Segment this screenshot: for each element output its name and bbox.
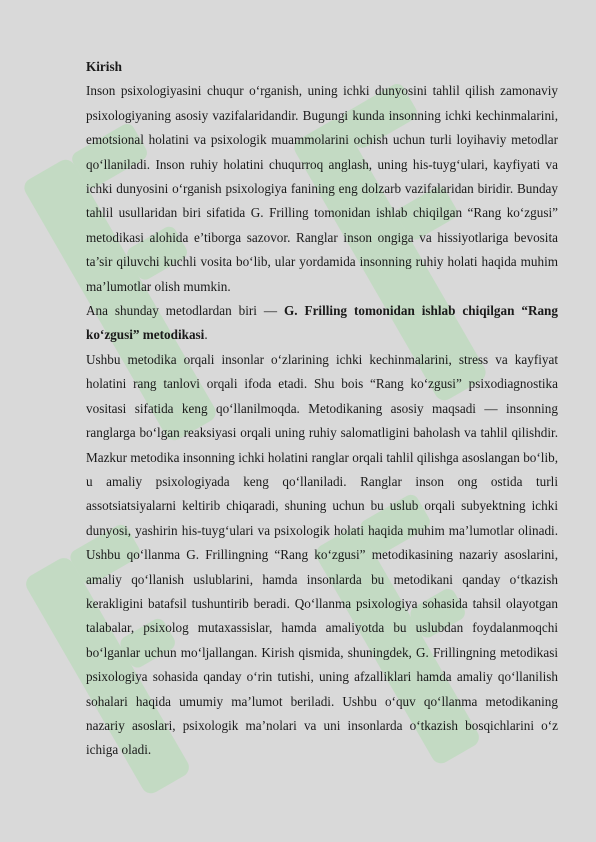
paragraph-method bbox=[86, 299, 558, 348]
paragraph-method-start: Ana shunday metodlardan biri — bbox=[86, 303, 285, 319]
document-body bbox=[86, 55, 558, 763]
paragraph-method-bold: G. Frilling tomonidan ishlab chiqilgan “Rang ko‘zgusi” metodikasi bbox=[86, 303, 558, 343]
section-heading: Kirish bbox=[86, 59, 122, 74]
paragraph-intro: Inson psixologiyasini chuqur o‘rganish, uning ichki dunyosini tahlil qilish zamonaviy psixologiyaning asosiy vazifalaridandir. Bugungi kunda insonning ichki kechinmalarini, emotsional holatini va psixologik muammolarini ochish uchun turli loyihaviy metodlar qo‘llaniladi. Inson ruhiy holatini chuqurroq anglash, uning his-tuyg‘ulari, kayfiyati va ichki dunyosini o‘rganish psixologiya fanining eng dolzarb vazifalaridan biridir. Bunday tahlil usullaridan biri sifatida G. Frilling tomonidan ishlab chiqilgan “Rang ko‘zgusi” metodikasi alohida e’tiborga sazovor. Ranglar inson ongiga va hissiyotlariga bevosita ta’sir qiluvchi kuchli vosita bo‘lib, ular yordamida insonning ruhiy holati haqida muhim ma’lumotlar olish mumkin. bbox=[86, 83, 558, 294]
paragraph-main: Ushbu metodika orqali insonlar o‘zlarining ichki kechinmalarini, stress va kayfiyat holatini rang tanlovi orqali ifoda etadi. Shu bois “Rang ko‘zgusi” psixodiagnostika vositasi sifatida keng qo‘llanilmoqda. Metodikaning asosiy maqsadi — insonning ranglarga bo‘lgan reaksiyasi orqali uning ruhiy salomatligini baholash va tahlil qilishdir. Mazkur metodika insonning ichki holatini ranglar orqali tahlil qilishga asoslangan bo‘lib, u amaliy psixologiyada keng qo‘llaniladi. Ranglar inson ong ostida turli assotsiatsiyalarni keltirib chiqaradi, shuning uchun bu uslub orqali subyektning ichki dunyosi, yashirin his-tuyg‘ulari va psixologik holati haqida muhim ma’lumotlar olinadi. Ushbu qo‘llanma G. Frillingning “Rang ko‘zgusi” metodikasining nazariy asoslarini, amaliy qo‘llanish uslublarini, hamda insonlarda bu metodikani qanday o‘tkazish kerakligini batafsil tushuntirib beradi. Qo‘llanma psixologiya sohasida tahsil olayotgan talabalar, psixolog mutaxassislar, hamda amaliyotda bu uslubdan foydalanmoqchi bo‘lganlar uchun mo‘ljallangan. Kirish qismida, shuningdek, G. Frillingning metodikasi psixologiya sohasida qanday o‘rin tutishi, uning afzalliklari hamda amaliy qo‘llanilish sohalari haqida umumiy ma’lumot beriladi. Ushbu o‘quv qo‘llanma metodikaning nazariy asoslari, psixologik ma’nolari va uni insonlarda o‘tkazish bosqichlarini o‘z ichiga oladi. bbox=[86, 351, 558, 758]
paragraph-method-end: . bbox=[204, 327, 208, 343]
